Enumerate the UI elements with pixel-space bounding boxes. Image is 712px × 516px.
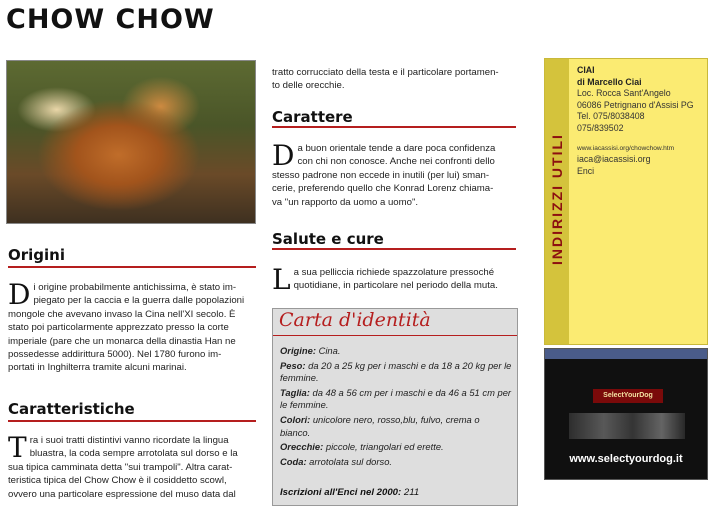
- text-line: mongole che avevano invaso la Cina nell'XI secolo. È: [8, 308, 236, 320]
- identity-card: [272, 308, 518, 506]
- heading-rule: [8, 420, 256, 422]
- ad-url[interactable]: www.selectyourdog.it: [569, 453, 683, 465]
- text-line: sua tipica camminata detta "sui trampoli". Altra carat-: [8, 461, 233, 473]
- row-label: Peso:: [280, 359, 306, 371]
- dropcap: L: [272, 263, 291, 296]
- paragraph-caratteristiche: [8, 431, 256, 501]
- text-line: con chi non conosce. Anche nei confronti dello: [297, 156, 495, 168]
- page-title: CHOW CHOW: [6, 4, 215, 35]
- heading-carattere: Carattere: [272, 108, 353, 126]
- row-value: unicolore nero, rosso,blu, fulvo, crema o bianco.: [280, 413, 480, 438]
- sidebar-org: CIAI: [577, 65, 595, 75]
- identity-row-peso: [280, 360, 512, 385]
- sidebar-other: Enci: [577, 165, 595, 176]
- row-label: Coda:: [280, 455, 307, 467]
- text-line: bluastra, la coda sempre arrotolata sul dorso e la: [29, 448, 238, 460]
- sidebar-contact: di Marcello Ciai: [577, 76, 642, 87]
- row-label: Colori:: [280, 413, 311, 425]
- text-line: to delle orecchie.: [272, 80, 345, 92]
- ad-browser-bar: [545, 349, 707, 359]
- identity-row-orecchie: [280, 441, 512, 454]
- sidebar-text: [577, 65, 705, 177]
- identity-row-coda: [280, 456, 512, 469]
- sidebar-url[interactable]: www.iacassisi.org/chowchow.htm: [577, 144, 675, 152]
- dropcap: T: [8, 431, 27, 464]
- text-line: imperiale (pare che un monarca della dinastia Han ne: [8, 335, 236, 347]
- text-line: quotidiane, in particolare nel periodo della muta.: [293, 280, 498, 292]
- row-value: Cina.: [318, 345, 341, 356]
- ad-dogs-image: [569, 413, 685, 439]
- text-line: ovvero una particolare espressione del muso data dal: [8, 488, 236, 500]
- row-label: Orecchie:: [280, 441, 324, 453]
- sidebar-address1: Loc. Rocca Sant'Angelo: [577, 88, 671, 99]
- text-line: va "un rapporto da uomo a uomo".: [272, 196, 419, 208]
- paragraph-continuation: [272, 66, 516, 93]
- text-line: stato poi particolarmente apprezzato presso la corte: [8, 322, 229, 334]
- footer-label: Iscrizioni all'Enci nel 2000:: [280, 487, 402, 498]
- dropcap: D: [8, 278, 31, 311]
- identity-card-title: Carta d'identità: [279, 309, 431, 331]
- text-line: piegato per la caccia e la guerra dalle popolazioni: [33, 295, 245, 307]
- sidebar-phone: Tel. 075/8038408: [577, 111, 645, 122]
- identity-row-colori: [280, 414, 512, 439]
- row-value: arrotolata sul dorso.: [309, 455, 393, 467]
- text-line: cerie, preferendo quello che Konrad Lorenz chiama-: [272, 183, 494, 195]
- footer-value: 211: [403, 487, 420, 498]
- paragraph-origini: [8, 278, 256, 375]
- row-value: piccole, triangolari ed erette.: [325, 441, 444, 453]
- heading-rule: [8, 266, 256, 268]
- text-line: portati in Inghilterra tramite alcuni marinai.: [8, 362, 187, 374]
- selectyourdog-ad[interactable]: [544, 348, 708, 480]
- text-line: possedesse addirittura 5000). Nel 1780 furono im-: [8, 349, 222, 361]
- identity-card-rule: [273, 335, 517, 336]
- heading-rule: [272, 126, 516, 128]
- text-line: a sua pelliccia richiede spazzolature pressoché: [293, 267, 495, 278]
- row-value: da 48 a 56 cm per i maschi e da 46 a 51 cm per le femmine.: [280, 386, 512, 411]
- ad-logo: SelectYourDog: [593, 389, 663, 403]
- paragraph-salute: [272, 263, 516, 296]
- text-line: stesso padrone non eccede in inutili (per lui) sman-: [272, 169, 490, 181]
- row-label: Origine:: [280, 345, 316, 356]
- dropcap: D: [272, 139, 295, 172]
- identity-row-origine: [280, 345, 512, 358]
- useful-addresses-sidebar: [544, 58, 708, 345]
- chow-chow-photo: [6, 60, 256, 224]
- heading-caratteristiche: Caratteristiche: [8, 400, 135, 418]
- text-line: i origine probabilmente antichissima, è stato im-: [33, 282, 237, 293]
- text-line: ra i suoi tratti distintivi vanno ricordate la lingua: [29, 435, 229, 446]
- row-label: Taglia:: [280, 386, 310, 398]
- identity-card-footer: [280, 487, 419, 498]
- heading-origini: Origini: [8, 246, 65, 264]
- text-line: a buon orientale tende a dare poca confidenza: [297, 143, 496, 154]
- text-line: tratto corrucciato della testa e il particolare portamen-: [272, 67, 499, 78]
- paragraph-carattere: [272, 139, 516, 209]
- identity-card-body: [280, 345, 512, 470]
- sidebar-vertical-title: INDIRIZZI UTILI: [549, 133, 565, 265]
- sidebar-email[interactable]: iaca@iacassisi.org: [577, 154, 651, 165]
- sidebar-phone2: 075/839502: [577, 122, 624, 133]
- identity-row-taglia: [280, 387, 512, 412]
- row-value: da 20 a 25 kg per i maschi e da 18 a 20 kg per le femmine.: [280, 359, 512, 384]
- heading-salute-e-cure: Salute e cure: [272, 230, 384, 248]
- sidebar-address2: 06086 Petrignano d'Assisi PG: [577, 99, 694, 110]
- text-line: teristica tipica del Chow Chow è il cosiddetto scowl,: [8, 475, 227, 487]
- heading-rule: [272, 248, 516, 250]
